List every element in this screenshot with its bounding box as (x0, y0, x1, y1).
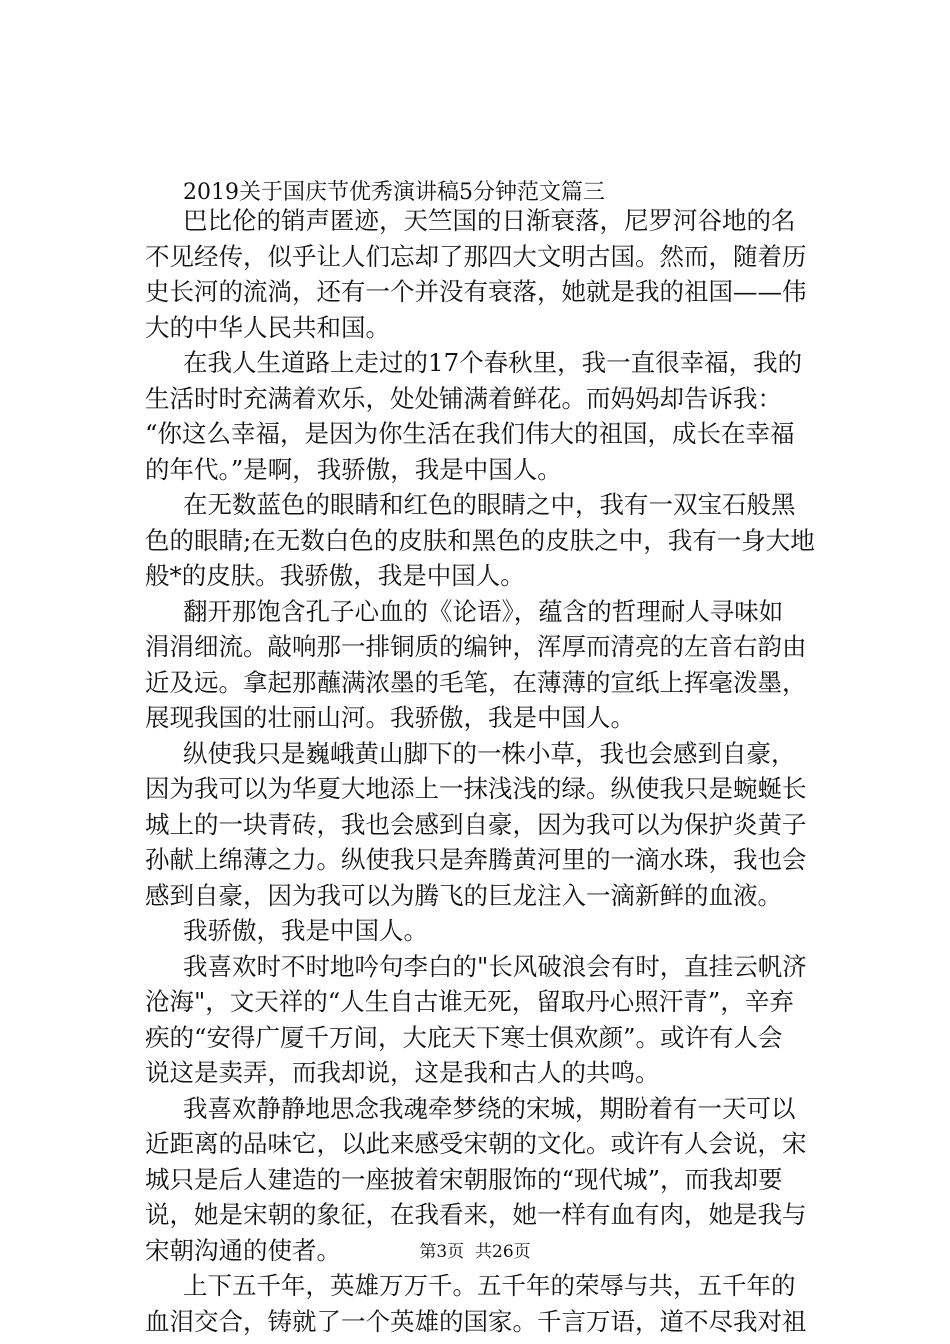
text-line: 巴比伦的销声匿迹，天竺国的日渐衰落，尼罗河谷地的名 (183, 206, 796, 235)
text-line: 宋朝沟通的使者。 (145, 1235, 341, 1265)
text-line: 血泪交合，铸就了一个英雄的国家。千言万语，道不尽我对祖 (145, 1306, 807, 1336)
text-line: 的年代。”是啊，我骄傲，我是中国人。 (145, 454, 562, 484)
text-line: 我骄傲，我是中国人。 (183, 916, 428, 945)
text-line: 涓涓细流。敲响那一排铜质的编钟，浑厚而清亮的左音右韵由 (145, 632, 807, 661)
text-line: 近及远。拿起那蘸满浓墨的毛笔，在薄薄的宣纸上挥毫泼墨， (145, 667, 807, 697)
page-total: 共26页 (475, 1242, 531, 1262)
text-line: 在我人生道路上走过的17个春秋里，我一直很幸福，我的 (183, 348, 803, 377)
text-line: 不见经传，似乎让人们忘却了那四大文明古国。然而，随着历 (145, 241, 807, 271)
page-footer (0, 1240, 950, 1264)
text-line: 我喜欢时不时地吟句李白的"长风破浪会有时，直挂云帆济 (183, 951, 807, 981)
text-line: 城只是后人建造的一座披着宋朝服饰的“现代城”，而我却要 (145, 1164, 783, 1194)
text-line: 在无数蓝色的眼睛和红色的眼睛之中，我有一双宝石般黑 (183, 490, 796, 519)
text-line: 沧海"，文天祥的“人生自古谁无死，留取丹心照汗青”，辛弃 (145, 987, 794, 1016)
text-line: 孙献上绵薄之力。纵使我只是奔腾黄河里的一滴水珠，我也会 (145, 845, 807, 874)
text-line: 感到自豪，因为我可以为腾飞的巨龙注入一滴新鲜的血液。 (145, 880, 782, 910)
text-line: 色的眼睛;在无数白色的皮肤和黑色的皮肤之中，我有一身大地 (145, 525, 815, 555)
text-line: 城上的一块青砖，我也会感到自豪，因为我可以为保护炎黄子 (145, 809, 807, 839)
text-line: 说这是卖弄，而我却说，这是我和古人的共鸣。 (145, 1058, 660, 1087)
document-body (145, 203, 835, 1339)
document-title: 2019关于国庆节优秀演讲稿5分钟范文篇三 (183, 180, 605, 205)
text-line: 大的中华人民共和国。 (145, 312, 390, 342)
text-line: 上下五千年，英雄万万千。五千年的荣辱与共，五千年的 (183, 1271, 796, 1300)
text-line: 近距离的品味它，以此来感受宋朝的文化。或许有人会说，宋 (145, 1129, 807, 1158)
text-line: 翻开那饱含孔子心血的《论语》，蕴含的哲理耐人寻味如 (183, 596, 784, 626)
text-line: 展现我国的壮丽山河。我骄傲，我是中国人。 (145, 703, 635, 732)
text-line: 生活时时充满着欢乐，处处铺满着鲜花。而妈妈却告诉我： (145, 383, 782, 413)
text-line: 疾的“安得广厦千万间，大庇天下寒士俱欢颜”。或许有人会 (145, 1022, 783, 1052)
text-line: 因为我可以为华夏大地添上一抹浅浅的绿。纵使我只是蜿蜒长 (145, 774, 807, 803)
text-line: 纵使我只是巍峨黄山脚下的一株小草，我也会感到自豪， (183, 738, 796, 768)
text-line: 说，她是宋朝的象征，在我看来，她一样有血有肉，她是我与 (145, 1200, 807, 1229)
text-line: 般*的皮肤。我骄傲，我是中国人。 (145, 561, 525, 590)
text-line: “你这么幸福，是因为你生活在我们伟大的祖国，成长在幸福 (145, 419, 795, 448)
text-line: 我喜欢静静地思念我魂牵梦绕的宋城，期盼着有一天可以 (183, 1093, 796, 1123)
page-number: 第3页 (419, 1242, 465, 1262)
text-line: 史长河的流淌，还有一个并没有衰落，她就是我的祖国——伟 (145, 277, 807, 306)
